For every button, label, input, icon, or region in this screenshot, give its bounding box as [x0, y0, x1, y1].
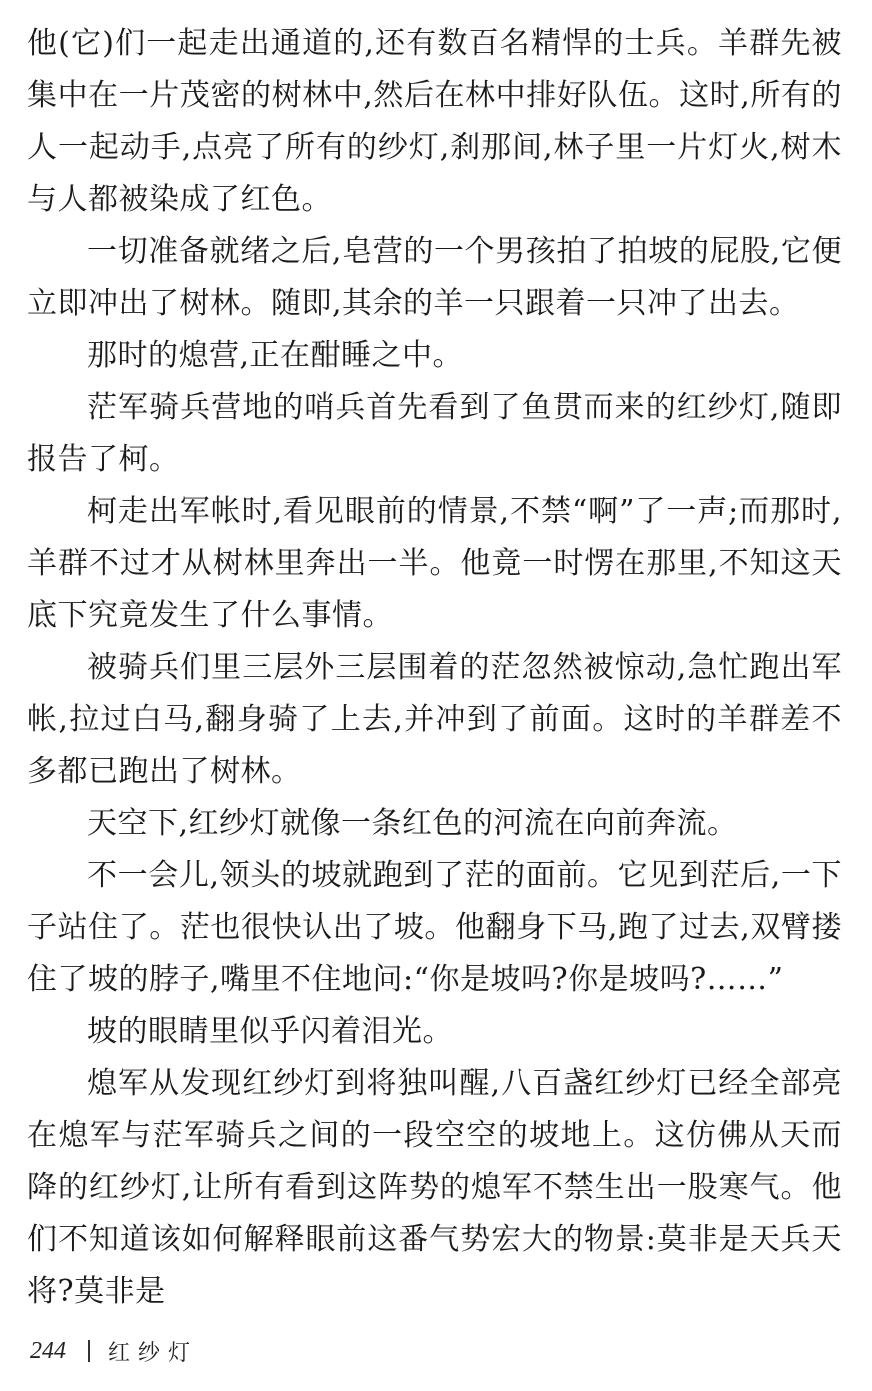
- page-number: 244: [30, 1337, 66, 1364]
- paragraph: 他(它)们一起走出通道的,还有数百名精悍的士兵。羊群先被集中在一片茂密的树林中,然后在林中排好队伍。这时,所有的人一起动手,点亮了所有的纱灯,刹那间,林子里一片灯火,树木与人都被染成了红色。: [27, 26, 842, 217]
- page-footer: [30, 1333, 198, 1369]
- paragraph: 不一会儿,领头的坡就跑到了茫的面前。它见到茫后,一下子站住了。茫也很快认出了坡。他翻身下马,跑了过去,双臂搂住了坡的脖子,嘴里不住地问:“你是坡吗?你是坡吗?……”: [27, 858, 842, 997]
- paragraph: 那时的熄营,正在酣睡之中。: [87, 338, 464, 373]
- paragraph: 柯走出军帐时,看见眼前的情景,不禁“啊”了一声;而那时,羊群不过才从树林里奔出一半。他竟一时愣在那里,不知这天底下究竟发生了什么事情。: [27, 494, 842, 633]
- paragraph: 茫军骑兵营地的哨兵首先看到了鱼贯而来的红纱灯,随即报告了柯。: [27, 390, 842, 477]
- paragraph: 坡的眼睛里似乎闪着泪光。: [87, 1014, 453, 1049]
- running-title: 红纱灯: [108, 1340, 199, 1366]
- paragraph: 熄军从发现红纱灯到将独叫醒,八百盏红纱灯已经全部亮在熄军与茫军骑兵之间的一段空空的坡地上。这仿佛从天而降的红纱灯,让所有看到这阵势的熄军不禁生出一股寒气。他们不知道该如何解释眼前这番气势宏大的物景:莫非是天兵天将?莫非是: [27, 1066, 842, 1309]
- paragraph: 被骑兵们里三层外三层围着的茫忽然被惊动,急忙跑出军帐,拉过白马,翻身骑了上去,并冲到了前面。这时的羊群差不多都已跑出了树林。: [27, 650, 842, 789]
- body-text: [27, 18, 842, 1318]
- paragraph: 天空下,红纱灯就像一条红色的河流在向前奔流。: [87, 806, 738, 841]
- footer-divider: [88, 1340, 90, 1362]
- paragraph: 一切准备就绪之后,皂营的一个男孩拍了拍坡的屁股,它便立即冲出了树林。随即,其余的羊一只跟着一只冲了出去。: [27, 234, 842, 321]
